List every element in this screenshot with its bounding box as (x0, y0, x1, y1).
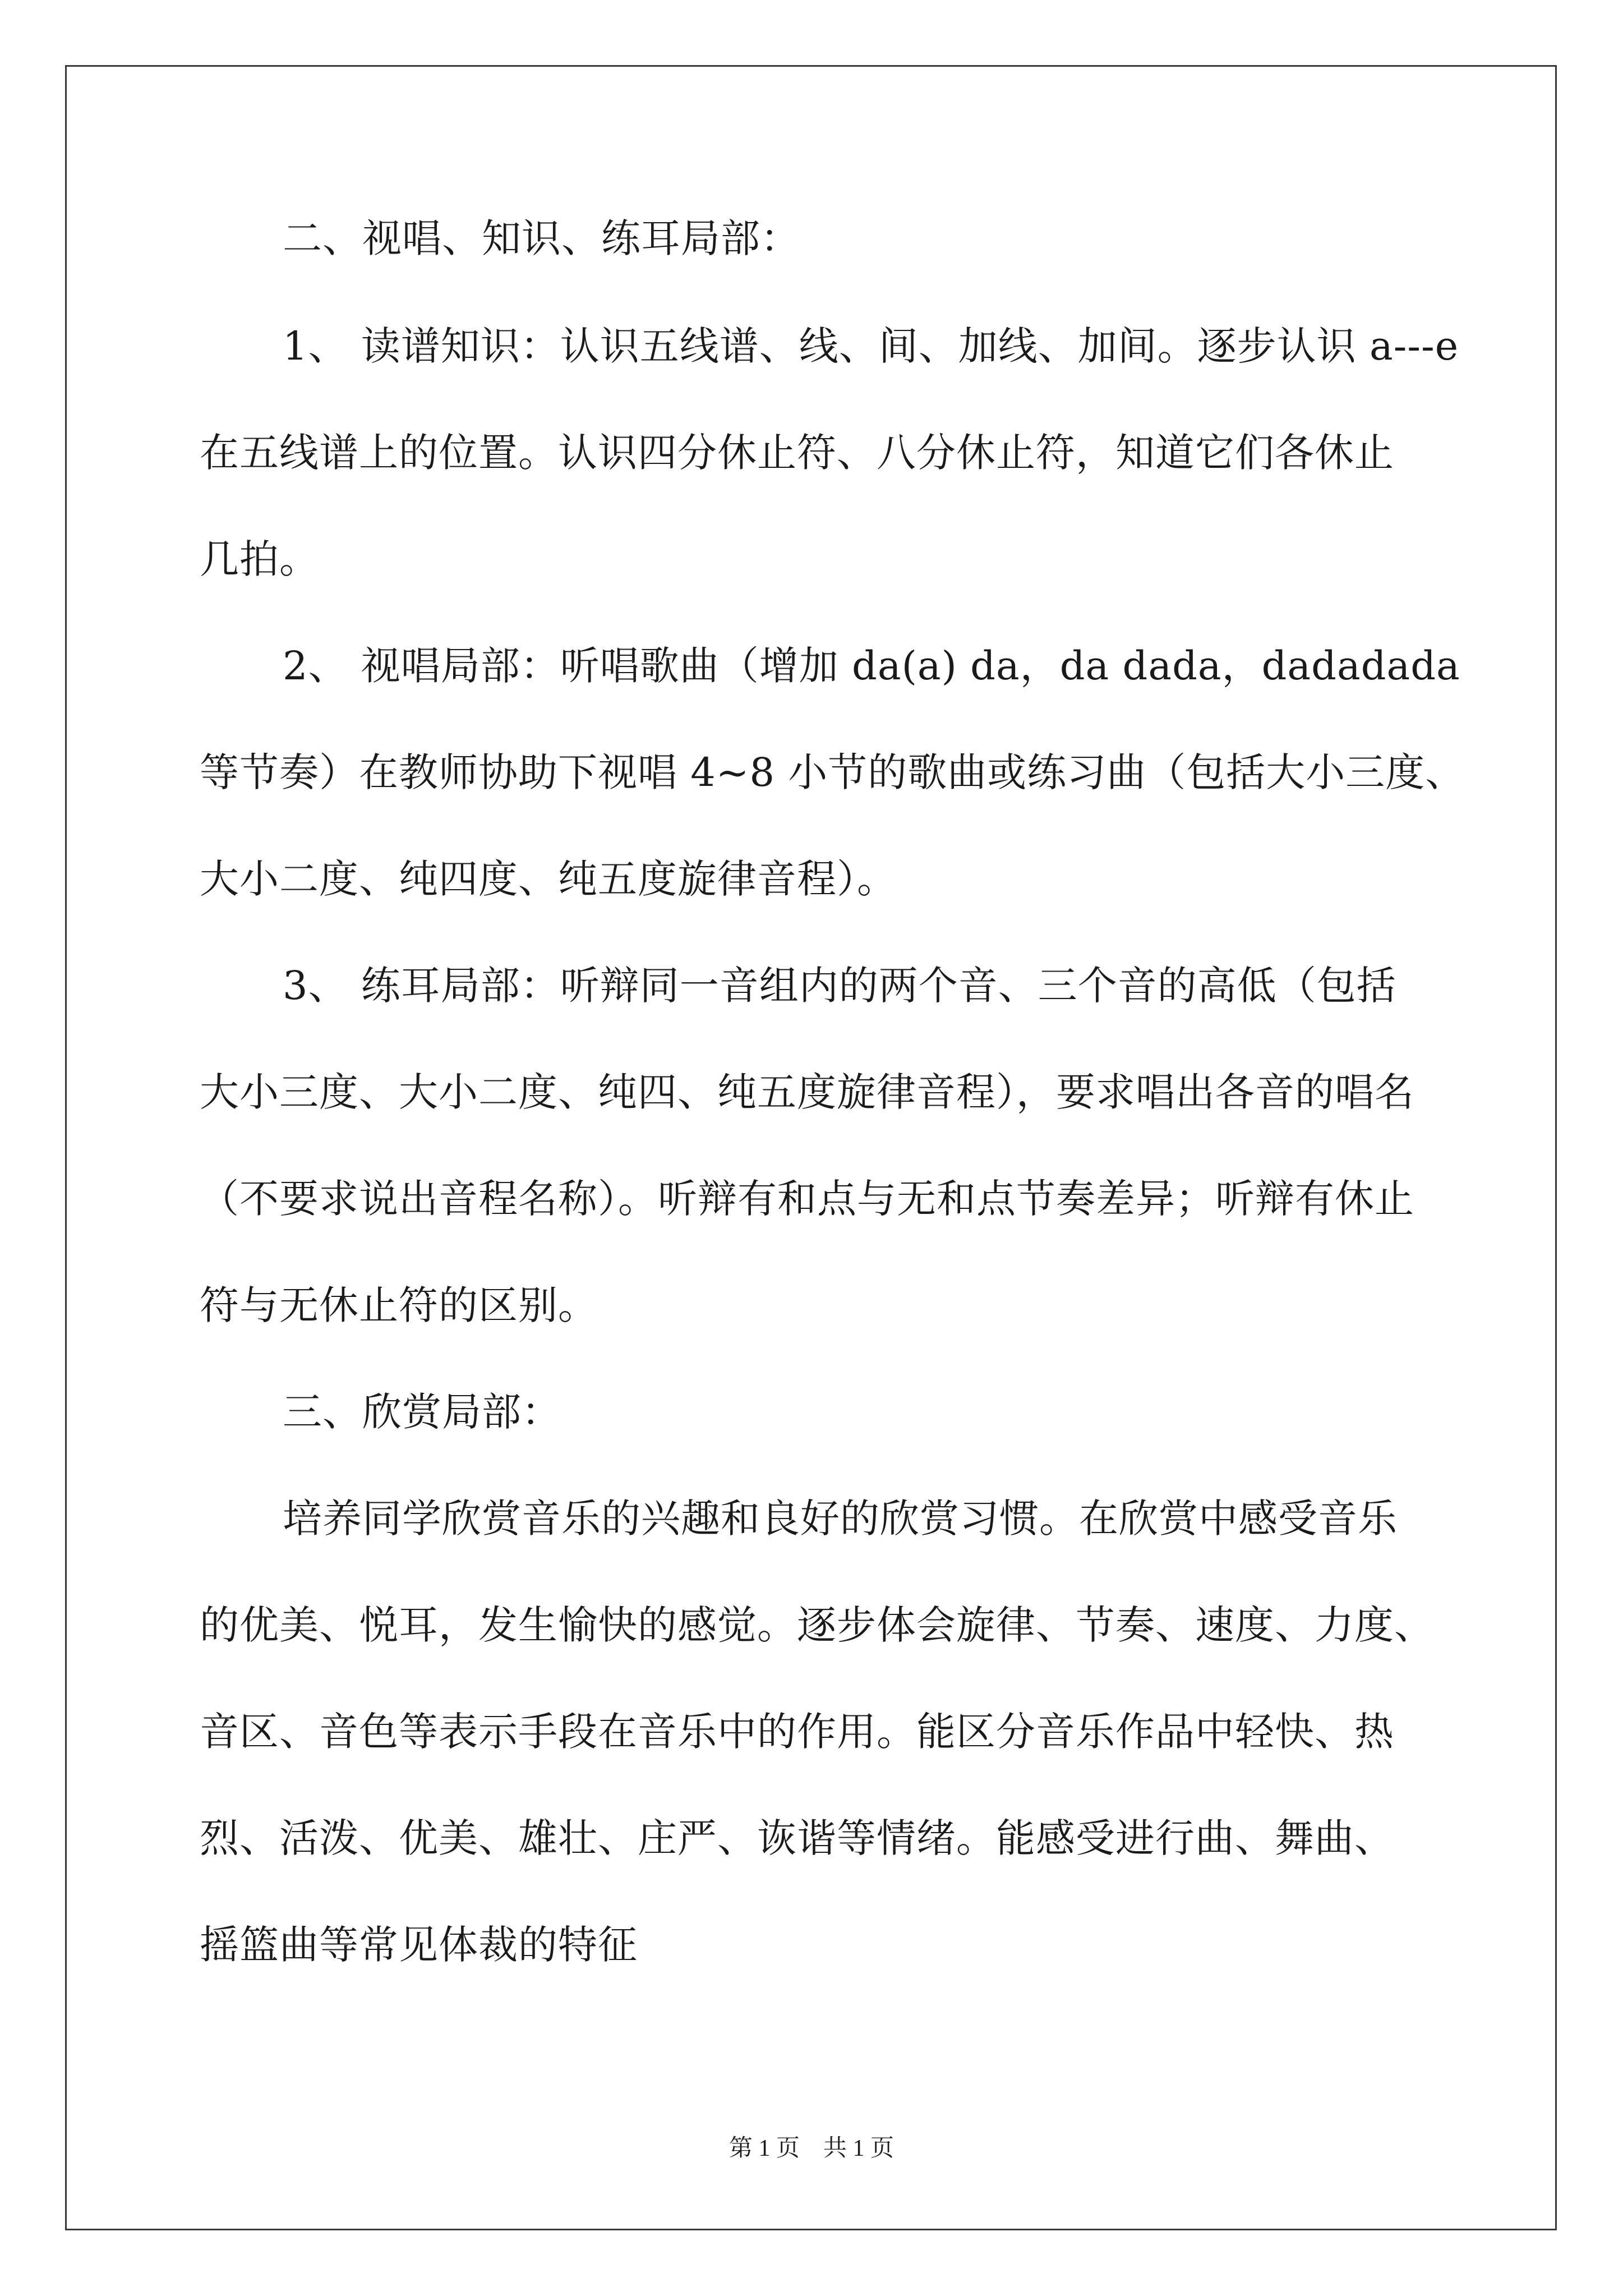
page-number-footer: 第 1 页 共 1 页 (728, 2136, 894, 2161)
paragraph-line: 大小三度、大小二度、纯四、纯五度旋律音程），要求唱出各音的唱名 (200, 1069, 1414, 1115)
paragraph-line: 符与无休止符的区别。 (200, 1282, 598, 1328)
paragraph-line: 在五线谱上的位置。认识四分休止符、八分休止符，知道它们各休止 (200, 430, 1394, 476)
paragraph-line: （不要求说出音程名称）。听辩有和点与无和点节奏差异；听辩有休止 (200, 1176, 1414, 1222)
page-border (65, 65, 1557, 2230)
paragraph-line: 3、 练耳局部：听辩同一音组内的两个音、三个音的高低（包括 (283, 963, 1396, 1009)
paragraph-line: 几拍。 (200, 536, 319, 582)
paragraph-line: 大小二度、纯四度、纯五度旋律音程）。 (200, 856, 897, 902)
paragraph-line: 的优美、悦耳，发生愉快的感觉。逐步体会旋律、节奏、速度、力度、 (200, 1602, 1434, 1648)
paragraph-line: 培养同学欣赏音乐的兴趣和良好的欣赏习惯。在欣赏中感受音乐 (283, 1496, 1398, 1542)
paragraph-line: 音区、音色等表示手段在音乐中的作用。能区分音乐作品中轻快、热 (200, 1709, 1394, 1755)
section-heading-3: 三、欣赏局部： (283, 1389, 561, 1435)
paragraph-line: 2、 视唱局部：听唱歌曲（增加 da(a) da，da dada，dadadada (283, 643, 1460, 689)
paragraph-line: 烈、活泼、优美、雄壮、庄严、诙谐等情绪。能感受进行曲、舞曲、 (200, 1815, 1394, 1861)
paragraph-line: 等节奏）在教师协助下视唱 4~8 小节的歌曲或练习曲（包括大小三度、 (200, 749, 1465, 795)
paragraph-line: 摇篮曲等常见体裁的特征 (200, 1922, 638, 1968)
paragraph-line: 1、 读谱知识：认识五线谱、线、间、加线、加间。逐步认识 a---e (283, 323, 1459, 369)
section-heading-2: 二、视唱、知识、练耳局部： (283, 215, 800, 261)
